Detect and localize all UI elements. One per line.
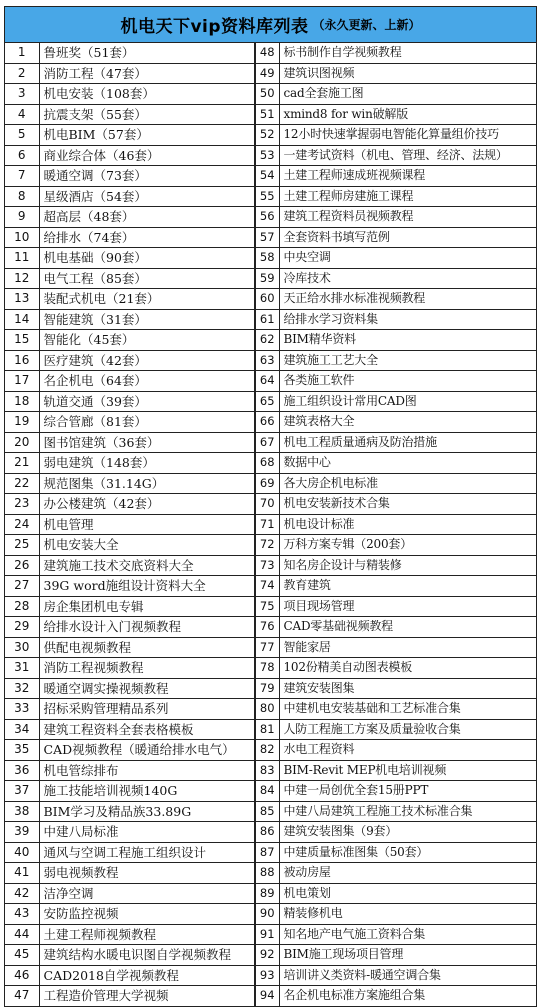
row-number-right: 75	[255, 596, 279, 617]
resource-name-left: 轨道交通（39套）	[39, 391, 255, 412]
page-subtitle: （永久更新、上新）	[312, 18, 421, 32]
resource-name-right: 标书制作自学视频教程	[279, 43, 536, 63]
resource-name-right: 土建工程师速成班视频课程	[279, 166, 536, 187]
resource-name-left: 规范图集（31.14G）	[39, 473, 255, 494]
resource-name-left: 电气工程（85套）	[39, 268, 255, 289]
row-number-left: 25	[5, 535, 39, 556]
table-row	[5, 371, 536, 392]
resource-name-left: 建筑工程资料全套表格模板	[39, 719, 255, 740]
resource-name-left: 工程造价管理大学视频	[39, 986, 255, 1007]
row-number-right: 94	[255, 986, 279, 1007]
resource-list-sheet	[4, 6, 537, 1007]
resource-name-left: 图书馆建筑（36套）	[39, 432, 255, 453]
table-row	[5, 84, 536, 105]
row-number-left: 45	[5, 945, 39, 966]
row-number-right: 82	[255, 740, 279, 761]
resource-name-right: 被动房屋	[279, 863, 536, 884]
table-row	[5, 494, 536, 515]
table-row	[5, 514, 536, 535]
resource-name-left: 机电管综排布	[39, 760, 255, 781]
table-row	[5, 248, 536, 269]
row-number-left: 40	[5, 842, 39, 863]
row-number-right: 92	[255, 945, 279, 966]
resource-name-right: 中建机电安装基础和工艺标准合集	[279, 699, 536, 720]
resource-table	[5, 43, 536, 1007]
row-number-left: 33	[5, 699, 39, 720]
row-number-right: 49	[255, 63, 279, 84]
resource-name-right: 机电策划	[279, 883, 536, 904]
resource-name-right: 各大房企机电标准	[279, 473, 536, 494]
resource-name-left: 办公楼建筑（42套）	[39, 494, 255, 515]
table-row	[5, 617, 536, 638]
table-row	[5, 330, 536, 351]
table-row	[5, 658, 536, 679]
row-number-right: 86	[255, 822, 279, 843]
resource-name-left: 鲁班奖（51套）	[39, 43, 255, 63]
resource-name-right: 建筑安装图集	[279, 678, 536, 699]
row-number-left: 24	[5, 514, 39, 535]
resource-name-left: 弱电建筑（148套）	[39, 453, 255, 474]
resource-name-right: 天正给水排水标准视频教程	[279, 289, 536, 310]
row-number-left: 15	[5, 330, 39, 351]
table-row	[5, 432, 536, 453]
row-number-left: 11	[5, 248, 39, 269]
row-number-left: 13	[5, 289, 39, 310]
row-number-left: 14	[5, 309, 39, 330]
row-number-right: 62	[255, 330, 279, 351]
resource-name-left: CAD2018自学视频教程	[39, 965, 255, 986]
row-number-left: 29	[5, 617, 39, 638]
resource-name-right: 人防工程施工方案及质量验收合集	[279, 719, 536, 740]
resource-name-left: 施工技能培训视频140G	[39, 781, 255, 802]
row-number-right: 76	[255, 617, 279, 638]
row-number-right: 67	[255, 432, 279, 453]
table-row	[5, 596, 536, 617]
table-row	[5, 350, 536, 371]
table-row	[5, 145, 536, 166]
resource-name-right: 中建八局建筑工程施工技术标准合集	[279, 801, 536, 822]
row-number-right: 70	[255, 494, 279, 515]
row-number-right: 85	[255, 801, 279, 822]
table-row	[5, 740, 536, 761]
row-number-right: 77	[255, 637, 279, 658]
row-number-right: 74	[255, 576, 279, 597]
resource-name-left: 智能建筑（31套）	[39, 309, 255, 330]
resource-name-left: 建筑施工技术交底资料大全	[39, 555, 255, 576]
page-title: 机电天下vip资料库列表	[120, 17, 309, 37]
resource-name-left: 消防工程视频教程	[39, 658, 255, 679]
row-number-right: 53	[255, 145, 279, 166]
row-number-left: 22	[5, 473, 39, 494]
row-number-left: 5	[5, 125, 39, 146]
row-number-left: 2	[5, 63, 39, 84]
resource-name-left: CAD视频教程（暖通给排水电气）	[39, 740, 255, 761]
resource-name-left: 暖通空调（73套）	[39, 166, 255, 187]
resource-name-right: 中建质量标准图集（50套）	[279, 842, 536, 863]
table-row	[5, 637, 536, 658]
row-number-left: 4	[5, 104, 39, 125]
resource-name-left: 智能化（45套）	[39, 330, 255, 351]
resource-name-left: 给排水设计入门视频教程	[39, 617, 255, 638]
table-row	[5, 207, 536, 228]
table-row	[5, 924, 536, 945]
resource-name-left: 洁净空调	[39, 883, 255, 904]
resource-name-left: 供配电视频教程	[39, 637, 255, 658]
table-row	[5, 965, 536, 986]
row-number-left: 35	[5, 740, 39, 761]
row-number-right: 64	[255, 371, 279, 392]
resource-name-right: 机电设计标准	[279, 514, 536, 535]
row-number-left: 34	[5, 719, 39, 740]
row-number-right: 91	[255, 924, 279, 945]
resource-name-right: 建筑安装图集（9套）	[279, 822, 536, 843]
row-number-right: 69	[255, 473, 279, 494]
table-row	[5, 473, 536, 494]
table-row	[5, 125, 536, 146]
row-number-right: 57	[255, 227, 279, 248]
table-row	[5, 186, 536, 207]
row-number-left: 36	[5, 760, 39, 781]
row-number-left: 42	[5, 883, 39, 904]
resource-name-right: 给排水学习资料集	[279, 309, 536, 330]
row-number-left: 47	[5, 986, 39, 1007]
row-number-right: 78	[255, 658, 279, 679]
row-number-right: 80	[255, 699, 279, 720]
row-number-right: 61	[255, 309, 279, 330]
row-number-right: 81	[255, 719, 279, 740]
table-row	[5, 801, 536, 822]
row-number-right: 84	[255, 781, 279, 802]
table-row	[5, 555, 536, 576]
table-row	[5, 268, 536, 289]
row-number-right: 55	[255, 186, 279, 207]
resource-name-right: xmind8 for win破解版	[279, 104, 536, 125]
resource-name-right: 各类施工软件	[279, 371, 536, 392]
resource-name-right: 智能家居	[279, 637, 536, 658]
row-number-right: 83	[255, 760, 279, 781]
row-number-left: 26	[5, 555, 39, 576]
resource-name-right: 102份精美自动图表模板	[279, 658, 536, 679]
table-row	[5, 863, 536, 884]
resource-name-right: 土建工程师房建施工课程	[279, 186, 536, 207]
row-number-right: 58	[255, 248, 279, 269]
row-number-left: 41	[5, 863, 39, 884]
row-number-right: 68	[255, 453, 279, 474]
resource-name-left: 抗震支架（55套）	[39, 104, 255, 125]
row-number-left: 6	[5, 145, 39, 166]
resource-name-right: 一建考试资料（机电、管理、经济、法规）	[279, 145, 536, 166]
resource-name-right: BIM精华资料	[279, 330, 536, 351]
table-row	[5, 842, 536, 863]
table-row	[5, 166, 536, 187]
row-number-left: 38	[5, 801, 39, 822]
resource-name-left: 装配式机电（21套）	[39, 289, 255, 310]
resource-name-right: 全套资料书填写范例	[279, 227, 536, 248]
table-row	[5, 391, 536, 412]
row-number-right: 52	[255, 125, 279, 146]
resource-name-left: 消防工程（47套）	[39, 63, 255, 84]
table-row	[5, 289, 536, 310]
row-number-right: 63	[255, 350, 279, 371]
resource-name-right: 教育建筑	[279, 576, 536, 597]
row-number-left: 3	[5, 84, 39, 105]
row-number-left: 16	[5, 350, 39, 371]
row-number-left: 46	[5, 965, 39, 986]
row-number-left: 30	[5, 637, 39, 658]
table-row	[5, 781, 536, 802]
row-number-left: 43	[5, 904, 39, 925]
row-number-right: 79	[255, 678, 279, 699]
table-row	[5, 453, 536, 474]
resource-name-right: CAD零基础视频教程	[279, 617, 536, 638]
resource-name-right: 培训讲义类资料-暖通空调合集	[279, 965, 536, 986]
row-number-left: 12	[5, 268, 39, 289]
row-number-right: 66	[255, 412, 279, 433]
row-number-right: 71	[255, 514, 279, 535]
table-row	[5, 822, 536, 843]
row-number-right: 59	[255, 268, 279, 289]
resource-name-right: 建筑工程资料员视频教程	[279, 207, 536, 228]
resource-name-right: BIM-Revit MEP机电培训视频	[279, 760, 536, 781]
resource-name-right: 12小时快速掌握弱电智能化算量组价技巧	[279, 125, 536, 146]
resource-name-left: 机电BIM（57套）	[39, 125, 255, 146]
row-number-left: 20	[5, 432, 39, 453]
resource-name-left: 超高层（48套）	[39, 207, 255, 228]
row-number-right: 93	[255, 965, 279, 986]
row-number-right: 72	[255, 535, 279, 556]
row-number-left: 8	[5, 186, 39, 207]
row-number-right: 73	[255, 555, 279, 576]
resource-name-right: 万科方案专辑（200套）	[279, 535, 536, 556]
row-number-left: 19	[5, 412, 39, 433]
row-number-right: 88	[255, 863, 279, 884]
row-number-left: 23	[5, 494, 39, 515]
resource-name-right: 知名房企设计与精装修	[279, 555, 536, 576]
resource-name-left: 中建八局标准	[39, 822, 255, 843]
row-number-right: 56	[255, 207, 279, 228]
row-number-left: 7	[5, 166, 39, 187]
row-number-left: 21	[5, 453, 39, 474]
resource-name-right: 中央空调	[279, 248, 536, 269]
row-number-right: 90	[255, 904, 279, 925]
table-row	[5, 719, 536, 740]
resource-name-left: 名企机电（64套）	[39, 371, 255, 392]
row-number-left: 37	[5, 781, 39, 802]
resource-name-right: 机电工程质量通病及防治措施	[279, 432, 536, 453]
resource-name-right: 建筑识图视频	[279, 63, 536, 84]
resource-name-left: 机电基础（90套）	[39, 248, 255, 269]
resource-name-right: 机电安装新技术合集	[279, 494, 536, 515]
row-number-left: 44	[5, 924, 39, 945]
resource-name-left: 机电管理	[39, 514, 255, 535]
table-row	[5, 309, 536, 330]
table-row	[5, 63, 536, 84]
resource-name-right: 知名地产电气施工资料合集	[279, 924, 536, 945]
table-row	[5, 576, 536, 597]
resource-name-left: 商业综合体（46套）	[39, 145, 255, 166]
resource-name-left: 给排水（74套）	[39, 227, 255, 248]
table-row	[5, 945, 536, 966]
row-number-left: 32	[5, 678, 39, 699]
table-row	[5, 535, 536, 556]
row-number-left: 28	[5, 596, 39, 617]
row-number-right: 51	[255, 104, 279, 125]
row-number-right: 48	[255, 43, 279, 63]
row-number-left: 27	[5, 576, 39, 597]
resource-name-left: 39G word施组设计资料大全	[39, 576, 255, 597]
table-row	[5, 904, 536, 925]
resource-name-left: 暖通空调实操视频教程	[39, 678, 255, 699]
row-number-left: 39	[5, 822, 39, 843]
list-title-bar	[5, 6, 536, 43]
resource-name-right: 建筑表格大全	[279, 412, 536, 433]
row-number-right: 54	[255, 166, 279, 187]
resource-table-body	[5, 43, 536, 1006]
resource-name-left: 医疗建筑（42套）	[39, 350, 255, 371]
table-row	[5, 104, 536, 125]
resource-name-left: 安防监控视频	[39, 904, 255, 925]
resource-name-right: 名企机电标准方案施组合集	[279, 986, 536, 1007]
resource-name-right: BIM施工现场项目管理	[279, 945, 536, 966]
row-number-left: 31	[5, 658, 39, 679]
resource-name-right: 中建一局创优全套15册PPT	[279, 781, 536, 802]
table-row	[5, 699, 536, 720]
row-number-left: 17	[5, 371, 39, 392]
resource-name-right: 施工组织设计常用CAD图	[279, 391, 536, 412]
row-number-right: 60	[255, 289, 279, 310]
table-row	[5, 678, 536, 699]
resource-name-left: 机电安装大全	[39, 535, 255, 556]
row-number-right: 65	[255, 391, 279, 412]
row-number-left: 10	[5, 227, 39, 248]
row-number-left: 1	[5, 43, 39, 63]
resource-name-left: 通风与空调工程施工组织设计	[39, 842, 255, 863]
table-row	[5, 227, 536, 248]
table-row	[5, 43, 536, 63]
row-number-left: 9	[5, 207, 39, 228]
table-row	[5, 412, 536, 433]
table-row	[5, 986, 536, 1007]
resource-name-left: BIM学习及精品族33.89G	[39, 801, 255, 822]
resource-name-left: 弱电视频教程	[39, 863, 255, 884]
resource-name-right: 数据中心	[279, 453, 536, 474]
resource-name-right: 精装修机电	[279, 904, 536, 925]
table-row	[5, 883, 536, 904]
row-number-left: 18	[5, 391, 39, 412]
row-number-right: 89	[255, 883, 279, 904]
resource-name-right: 项目现场管理	[279, 596, 536, 617]
row-number-right: 87	[255, 842, 279, 863]
resource-name-right: 建筑施工工艺大全	[279, 350, 536, 371]
resource-name-right: 冷库技术	[279, 268, 536, 289]
resource-name-right: 水电工程资料	[279, 740, 536, 761]
resource-name-left: 综合管廊（81套）	[39, 412, 255, 433]
resource-name-left: 建筑结构水暖电识图自学视频教程	[39, 945, 255, 966]
row-number-right: 50	[255, 84, 279, 105]
resource-name-left: 土建工程师视频教程	[39, 924, 255, 945]
resource-name-right: cad全套施工图	[279, 84, 536, 105]
resource-name-left: 机电安装（108套）	[39, 84, 255, 105]
table-row	[5, 760, 536, 781]
resource-name-left: 招标采购管理精品系列	[39, 699, 255, 720]
resource-name-left: 房企集团机电专辑	[39, 596, 255, 617]
resource-name-left: 星级酒店（54套）	[39, 186, 255, 207]
